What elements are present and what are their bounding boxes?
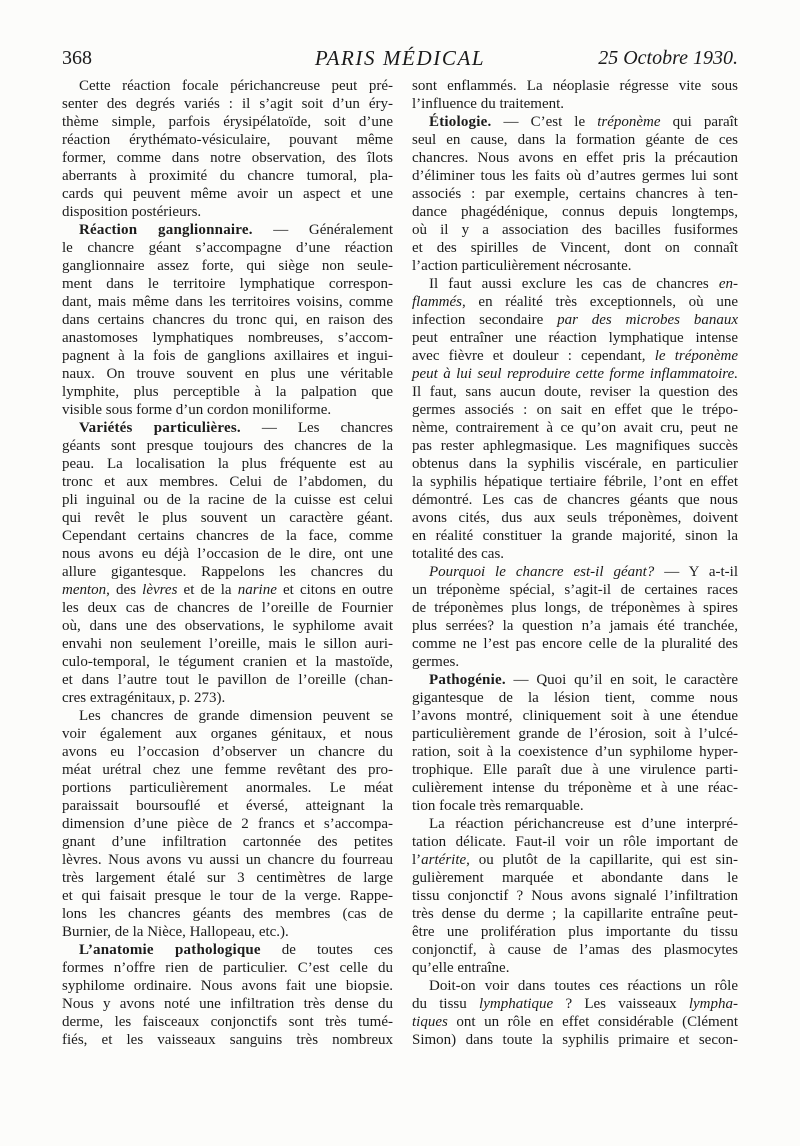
text-line: un tréponème spécial, s’agit-il de certaines races	[412, 582, 738, 598]
text-line: Nous y avons noté une infiltration très dense du	[62, 996, 393, 1012]
text-line: Cependant certains chancres de la face, comme	[62, 528, 393, 544]
text-line: comme ne l’est pas encore celle de la pluralité des	[412, 636, 738, 652]
text-line: allure gigantesque. Rappelons les chancres du	[62, 564, 393, 580]
text-run: — C’est le	[491, 114, 598, 130]
text-line: lons les chancres géants des membres (cas de	[62, 906, 393, 922]
text-line: trophique. Elle paraît due à une virulence parti-	[412, 762, 738, 778]
text-run: Il faut aussi exclure les cas de chancres	[429, 276, 719, 292]
section-heading: Pathogénie.	[429, 672, 506, 688]
text-line	[62, 581, 393, 599]
italic-run: Pourquoi le chancre est-il géant?	[429, 564, 655, 580]
italic-run: tiques	[412, 1014, 448, 1030]
text-line: ment dans le territoire lymphatique correspon-	[62, 276, 393, 292]
text-line: tissu conjonctif ? Nous avons signalé l’infiltration	[412, 888, 738, 904]
text-line	[62, 941, 393, 959]
text-line: peut entraîner une réaction lymphatique intense	[412, 330, 738, 346]
text-run: infection secondaire	[412, 312, 558, 328]
text-run: , en réalité très exceptionnels, où une	[462, 294, 738, 310]
italic-run: narine	[237, 582, 277, 598]
text-line: derme, les faisceaux conjonctifs sont très tumé-	[62, 1014, 393, 1030]
right-column	[412, 77, 738, 1049]
italic-run: peut à lui seul reproduire cette forme inflammatoire.	[412, 366, 738, 382]
italic-run: lymphatique	[479, 996, 554, 1012]
page-number: 368	[62, 47, 92, 69]
issue-date: 25 Octobre 1930.	[598, 47, 738, 69]
italic-run: menton	[62, 582, 107, 598]
text-line: Simon) dans toute la syphilis primaire et secon-	[412, 1032, 738, 1048]
text-run: — Quoi qu’il en soit, le caractère	[505, 672, 738, 688]
text-run: ? Les vaisseaux	[553, 996, 689, 1012]
text-line: où il y a association des bacilles fusiformes	[412, 222, 738, 238]
text-line	[412, 275, 738, 293]
text-line: dimension d’une pièce de 2 francs et s’accompa-	[62, 816, 393, 832]
text-line: et dans l’autre tout le pavillon de l’oreille (chan-	[62, 672, 393, 688]
text-line: où, dans une des observations, le syphilome avait	[62, 618, 393, 634]
text-line: être une prolifération plus importante du tissu	[412, 924, 738, 940]
text-line: les deux cas de chancres de l’oreille de Fournier	[62, 600, 393, 616]
text-run: et citons en outre	[276, 582, 393, 598]
text-line: gulièrement marquée et abondante dans le	[412, 870, 738, 886]
text-line: lèvres. Nous avons vu aussi un chancre du fourreau	[62, 852, 393, 868]
text-line: tation délicate. Faut-il voir un rôle important de	[412, 834, 738, 850]
text-run: qui paraît	[660, 114, 738, 130]
text-line: culièrement intense du tréponème et à une réac-	[412, 780, 738, 796]
text-line: anastomoses lymphatiques nombreuses, s’accom-	[62, 330, 393, 346]
text-line: avons cités, dus aux seuls tréponèmes, doivent	[412, 510, 738, 526]
italic-run: en-	[718, 276, 738, 292]
text-line: très dense du derme ; la capillarite entraîne peut-	[412, 906, 738, 922]
text-line: visible sous forme d’un cordon moniliforme.	[62, 402, 332, 418]
text-line: ganglionnaire assez forte, qui siège non seule-	[62, 258, 393, 274]
text-line: Burnier, de la Nièce, Hallopeau, etc.).	[62, 924, 289, 940]
text-line	[412, 365, 738, 383]
italic-run: le tréponème	[654, 348, 739, 364]
text-line: l’influence du traitement.	[412, 96, 565, 112]
italic-run: par des microbes banaux	[557, 312, 738, 328]
text-line: nous avons eu déjà l’occasion de le dire, ont une	[62, 546, 393, 562]
text-run: du tissu	[412, 996, 480, 1012]
running-header	[62, 44, 738, 72]
section-heading: Variétés particulières.	[79, 420, 241, 436]
text-line: Il faut, sans aucun doute, reviser la question des	[412, 384, 738, 400]
text-line: syphilome ordinaire. Nous avons fait une biopsie.	[62, 978, 393, 994]
text-line: Cette réaction focale périchancreuse peut pré-	[79, 78, 393, 94]
text-run: et de la	[177, 582, 238, 598]
text-line: réaction érythémato-vésiculaire, pouvant même	[62, 132, 393, 148]
text-line: aberrants à proximité du chancre tumoral, pla-	[62, 168, 393, 184]
text-line: l’action particulièrement nécrosante.	[412, 258, 632, 274]
text-line: avons eu l’occasion d’observer un chancre du	[62, 744, 393, 760]
text-line: gnant d’une infiltration cartonnée des petites	[62, 834, 393, 850]
text-line: thème simple, parfois érysipélatoïde, soit d’une	[62, 114, 393, 130]
text-line: obtenus dans la syphilis viscérale, en particulier	[412, 456, 738, 472]
text-line: tion focale très remarquable.	[412, 798, 584, 814]
text-line: et des spirilles de Vincent, dont on connaît	[412, 240, 738, 256]
text-line: lymphite, plus perceptible à la palpation que	[62, 384, 393, 400]
italic-run: lèvres	[142, 582, 178, 598]
text-line: et qui faisait presque le tour de la verge. Rappe-	[62, 888, 393, 904]
text-line: dant, mais même dans les territoires voisins, comme	[62, 294, 393, 310]
text-line: qu’elle entraîne.	[412, 960, 510, 976]
text-line	[412, 113, 738, 131]
italic-run: tréponème	[597, 114, 661, 130]
text-line: nème, contrairement à ce qu’on avait cru, peut ne	[412, 420, 738, 436]
journal-title: PARIS MÉDICAL	[314, 46, 486, 70]
text-line: La réaction périchancreuse est d’une interpré-	[429, 816, 738, 832]
text-line: dans certains chancres du tronc qui, en raison des	[62, 312, 393, 328]
text-line: plus serrées? la question n’a jamais été tranchée,	[412, 618, 738, 634]
text-line: dance phagédénique, connus depuis longtemps,	[412, 204, 738, 220]
text-line: portions particulièrement anormales. Le méat	[62, 780, 393, 796]
text-line: particulièrement grande de l’érosion, soit à l’ulcé-	[412, 726, 738, 742]
text-line	[62, 419, 393, 437]
italic-run: lympha-	[688, 996, 738, 1012]
text-line: germes associés : on sait en effet que le trépo-	[412, 402, 738, 418]
text-line: pagnent à la fois de ganglions axillaires et ingui-	[62, 348, 393, 364]
text-run: — Généralement	[252, 222, 394, 238]
text-line	[412, 563, 738, 581]
text-line: peau. La localisation la plus fréquente est au	[62, 456, 393, 472]
text-line: pas rester aphlegmasique. Les magnifiques succès	[412, 438, 738, 454]
text-line: méat urétral chez une femme revêtant des pro-	[62, 762, 393, 778]
text-line: sont enflammés. La néoplasie régresse vite sous	[412, 78, 738, 94]
text-line	[412, 347, 738, 365]
text-run: , ou plutôt de la capillarite, qui est sin-	[466, 852, 738, 868]
section-heading: Réaction ganglionnaire.	[79, 222, 253, 238]
text-line: ration, soit à la coexistence d’un syphilome hyper-	[412, 744, 738, 760]
text-run: — Les chancres	[240, 420, 393, 436]
text-line	[412, 293, 738, 311]
text-line: de tréponèmes plus longs, de tréponèmes à spires	[412, 600, 738, 616]
italic-run: artérite	[421, 852, 467, 868]
text-line: démontré. Les cas de chancres géants que nous	[412, 492, 738, 508]
text-line: seul en cause, dans la formation géante de ces	[412, 132, 738, 148]
text-line: très largement étalé sur 3 centimètres de large	[62, 870, 393, 886]
text-run: l’	[412, 852, 422, 868]
text-line	[412, 995, 738, 1013]
text-line: gigantesque de la lésion tient, comme nous	[412, 690, 738, 706]
text-line	[62, 221, 393, 239]
section-heading: L’anatomie pathologique	[79, 942, 261, 958]
text-line: la syphilis hépatique tertiaire fébrile, l’ont en effet	[412, 474, 738, 490]
left-column	[62, 77, 393, 1049]
text-line: en réalité constituer la grande majorité, sinon la	[412, 528, 738, 544]
text-run: de toutes ces	[260, 942, 393, 958]
text-run: , des	[106, 582, 143, 598]
text-line: culo-temporal, le tégument cranien et la mastoïde,	[62, 654, 393, 670]
text-line: naux. On trouve souvent en plus une véritable	[62, 366, 393, 382]
text-line	[412, 851, 738, 869]
text-line: géants sont presque toujours des chancres de la	[62, 438, 393, 454]
text-line: senter des degrés variés : il s’agit soit d’un éry-	[62, 96, 393, 112]
text-line: tronc et aux membres. Celui de l’abdomen, du	[62, 474, 393, 490]
text-line	[412, 671, 738, 689]
text-line: chancres. Nous avons en effet pris la précaution	[412, 150, 738, 166]
section-heading: Étiologie.	[429, 114, 492, 130]
text-line: envahi non seulement l’oreille, mais le sillon auri-	[62, 636, 393, 652]
text-line: formes n’offre rien de particulier. C’est celle du	[62, 960, 393, 976]
text-line: qui revêt le plus souvent un caractère géant.	[62, 510, 393, 526]
text-line: cards qui peuvent même avoir un aspect et une	[62, 186, 393, 202]
text-line	[412, 311, 738, 329]
text-line: fiés, et les vaisseaux sanguins très nombreux	[62, 1032, 393, 1048]
text-line: germes.	[412, 654, 460, 670]
text-line: associés : par exemple, certains chancres à ten-	[412, 186, 738, 202]
text-line: conjonctif, à cause de l’amas des plasmocytes	[412, 942, 738, 958]
text-line: Les chancres de grande dimension peuvent se	[79, 708, 393, 724]
text-line: l’avons montré, cliniquement soit à une étendue	[412, 708, 738, 724]
text-line: le chancre géant s’accompagne d’une réaction	[62, 240, 393, 256]
text-line: cres extragénitaux, p. 273).	[62, 690, 226, 706]
text-line: disposition postérieurs.	[62, 204, 202, 220]
text-line: pli inguinal ou de la racine de la cuisse est celui	[62, 492, 393, 508]
italic-run: flammés	[412, 294, 462, 310]
text-line: Doit-on voir dans toutes ces réactions un rôle	[429, 978, 738, 994]
text-line: former, comme dans notre observation, des îlots	[62, 150, 393, 166]
text-line: paraissait boursouflé et éversé, atteignant la	[62, 798, 393, 814]
text-line	[412, 1013, 738, 1031]
text-run: ont un rôle en effet considérable (Clément	[447, 1014, 738, 1030]
text-run: avec fièvre et douleur : cependant,	[412, 348, 655, 364]
text-line: voir également aux organes génitaux, et nous	[62, 726, 393, 742]
text-run: — Y a-t-il	[654, 564, 738, 580]
text-line: d’éliminer tous les faits où d’autres germes lui sont	[412, 168, 738, 184]
text-line: totalité des cas.	[412, 546, 505, 562]
